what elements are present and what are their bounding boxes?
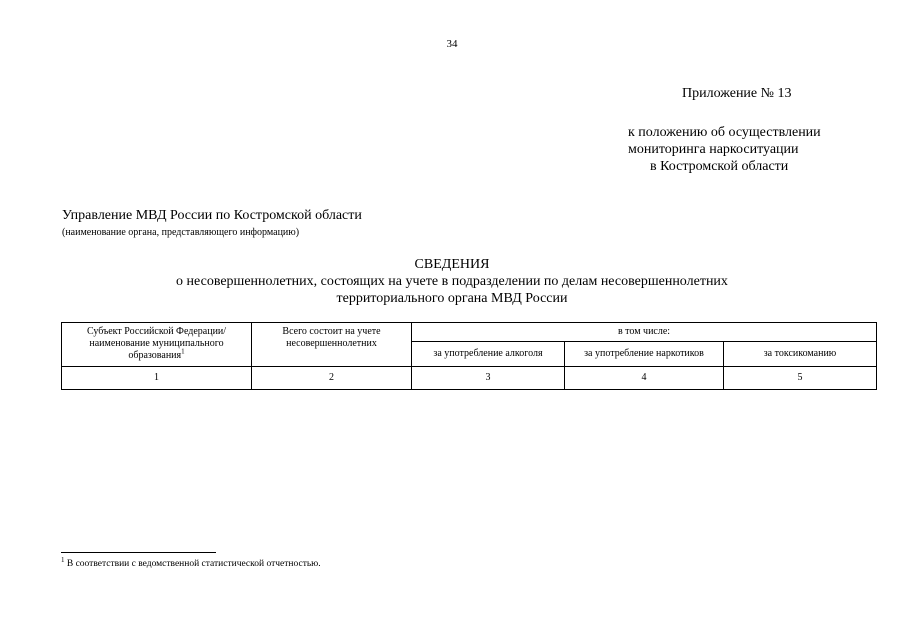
column-number: 1 (62, 367, 252, 390)
footnote-divider (61, 552, 216, 553)
header-alcohol: за употребление алкоголя (412, 342, 565, 367)
column-number: 5 (724, 367, 877, 390)
header-toxicomania: за токсикоманию (724, 342, 877, 367)
document-heading (0, 256, 904, 307)
header-including: в том числе: (412, 323, 877, 342)
organization-name: Управление МВД России по Костромской области (62, 208, 362, 223)
footnote-ref: 1 (181, 347, 185, 356)
column-number: 2 (252, 367, 412, 390)
header-drugs: за употребление наркотиков (565, 342, 724, 367)
appendix-ref-line-3: в Костромской области (650, 159, 789, 174)
appendix-ref-line-1: к положению об осуществлении (628, 125, 821, 140)
heading-title: СВЕДЕНИЯ (414, 257, 490, 272)
appendix-title: Приложение № 13 (682, 86, 792, 101)
header-subject (62, 323, 252, 367)
page-number: 34 (446, 38, 458, 50)
column-number: 4 (565, 367, 724, 390)
appendix-reference (628, 124, 821, 175)
organization-caption: (наименование органа, представляющего информацию) (62, 227, 300, 238)
header-total: Всего состоит на учете несовершеннолетних (252, 323, 412, 367)
header-subject-label: Субъект Российской Федерации/ наименование муниципального образования (86, 326, 227, 361)
heading-line-1: о несовершеннолетних, состоящих на учете в подразделении по делам несовершеннолетних (176, 274, 728, 289)
footnote (61, 555, 321, 569)
heading-line-2: территориального органа МВД России (336, 291, 568, 306)
report-table (61, 322, 877, 390)
appendix-ref-line-2: мониторинга наркоситуации (628, 142, 799, 157)
footnote-text: В соответствии с ведомственной статистической отчетностью. (64, 559, 321, 569)
column-number: 3 (412, 367, 565, 390)
footnote-mark: 1 (61, 555, 65, 564)
